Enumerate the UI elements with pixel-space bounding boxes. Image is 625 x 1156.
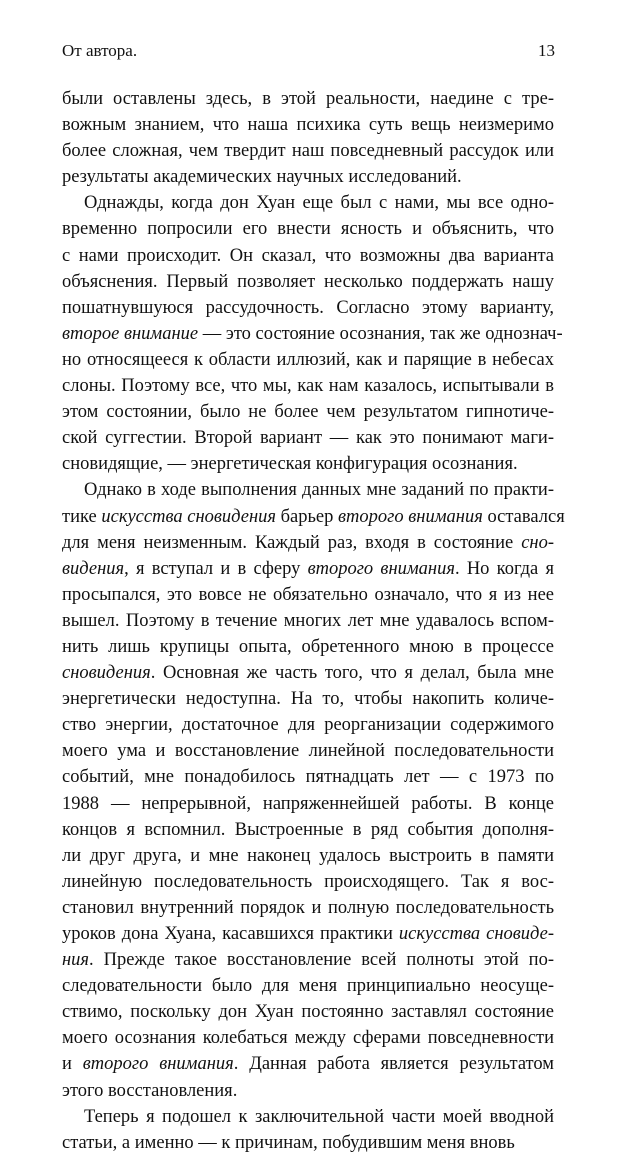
text-line bbox=[62, 973, 554, 999]
text-line bbox=[62, 1051, 554, 1077]
paragraph bbox=[62, 86, 554, 190]
text-segment: . Но когда я bbox=[454, 558, 554, 579]
text-segment: . Прежде такое восстановление всей полноты этой по- bbox=[89, 950, 554, 971]
text-segment: 1988 — непрерывной, напряженнейшей работы. В конце bbox=[62, 793, 554, 814]
text-segment: Теперь я подошел к заключительной части моей вводной bbox=[84, 1106, 554, 1127]
text-line bbox=[62, 1104, 554, 1130]
text-line bbox=[62, 686, 554, 712]
text-segment: Однако в ходе выполнения данных мне заданий по практи- bbox=[84, 480, 554, 501]
text-line bbox=[62, 660, 554, 686]
body-text bbox=[62, 86, 565, 1156]
text-segment: уроков дона Хуана, касавшихся практики bbox=[62, 924, 399, 944]
page-header bbox=[62, 40, 555, 62]
italic-term: сно- bbox=[521, 532, 554, 553]
paragraph bbox=[62, 1104, 554, 1156]
text-segment: но относящееся к области иллюзий, как и парящие в небесах bbox=[62, 349, 554, 370]
text-segment: . Данная работа является результатом bbox=[233, 1054, 554, 1075]
text-segment: следовательности было для меня принципиально неосуще- bbox=[62, 976, 554, 997]
italic-term: второго внимания bbox=[307, 558, 455, 579]
text-line bbox=[62, 634, 554, 660]
text-line bbox=[62, 764, 554, 790]
text-line bbox=[62, 216, 554, 242]
text-line bbox=[62, 608, 554, 634]
italic-term: второе внимание bbox=[62, 323, 199, 344]
text-line bbox=[62, 86, 554, 112]
running-title: От автора. bbox=[62, 41, 138, 60]
text-segment: этом состоянии, было не более чем результатом гипнотиче- bbox=[62, 402, 554, 423]
text-segment: концов я вспомнил. Выстроенные в ряд события дополня- bbox=[62, 819, 554, 840]
text-line bbox=[62, 347, 554, 373]
text-line bbox=[62, 947, 554, 973]
text-line bbox=[62, 999, 554, 1025]
text-line bbox=[62, 425, 554, 451]
text-line bbox=[62, 1025, 554, 1051]
text-segment: и bbox=[62, 1054, 83, 1075]
text-line bbox=[62, 712, 554, 738]
text-line bbox=[62, 582, 554, 608]
text-line bbox=[62, 269, 554, 295]
text-segment: этого восстановления. bbox=[62, 1080, 238, 1101]
text-line bbox=[62, 817, 554, 843]
text-segment: барьер bbox=[276, 506, 339, 527]
text-line bbox=[62, 190, 554, 216]
text-segment: пошатнувшуюся рассудочность. Согласно этому варианту, bbox=[62, 297, 554, 318]
text-segment: для меня неизменным. Каждый раз, входя в состояние bbox=[62, 532, 522, 553]
text-segment: слоны. Поэтому все, что мы, как нам казалось, испытывали в bbox=[62, 376, 554, 397]
text-segment: результаты академических научных исследований. bbox=[62, 167, 462, 188]
text-line bbox=[62, 1130, 554, 1156]
italic-term: искусства сновидения bbox=[101, 506, 276, 527]
text-segment: оставался bbox=[482, 506, 565, 527]
text-line bbox=[62, 530, 554, 556]
text-line bbox=[62, 373, 554, 399]
text-line bbox=[62, 738, 554, 764]
text-line bbox=[62, 869, 554, 895]
text-segment: , я вступал и в сферу bbox=[124, 558, 308, 579]
paragraph bbox=[62, 190, 563, 477]
text-segment: нить лишь крупицы опыта, обретенного мною в процессе bbox=[62, 636, 554, 657]
italic-term: второго внимания bbox=[82, 1054, 234, 1075]
text-line bbox=[62, 921, 554, 947]
text-segment: вышел. Поэтому в течение многих лет мне удавалось вспом- bbox=[62, 610, 554, 631]
italic-term: искусства сновиде- bbox=[398, 924, 554, 944]
text-segment: сновидящие, — энергетическая конфигурация осознания. bbox=[62, 454, 518, 475]
text-segment: ствимо, поскольку дон Хуан постоянно заставлял состояние bbox=[62, 1002, 554, 1023]
text-line bbox=[62, 843, 554, 869]
page-number: 13 bbox=[538, 41, 555, 60]
italic-term: ния bbox=[62, 950, 90, 971]
text-line bbox=[62, 504, 565, 530]
text-segment: статьи, а именно — к причинам, побудившим меня вновь bbox=[62, 1132, 515, 1153]
text-segment: были оставлены здесь, в этой реальности, наедине с тре- bbox=[62, 89, 554, 109]
text-line bbox=[62, 791, 554, 817]
text-segment: объяснения. Первый позволяет несколько поддержать нашу bbox=[62, 271, 554, 292]
text-segment: . Основная же часть того, что я делал, была мне bbox=[150, 663, 554, 684]
paragraph bbox=[62, 477, 565, 1103]
italic-term: видения bbox=[62, 558, 125, 579]
text-segment: ской суггестии. Второй вариант — как это понимают маги- bbox=[62, 428, 554, 449]
text-segment: ство энергии, достаточное для реорганизации содержимого bbox=[62, 715, 554, 736]
text-segment: с нами происходит. Он сказал, что возможны два варианта bbox=[62, 245, 554, 266]
text-line bbox=[62, 295, 554, 321]
text-segment: моего ума и восстановление линейной последовательности bbox=[62, 741, 554, 762]
text-segment: просыпался, это вовсе не обязательно означало, что я из нее bbox=[62, 584, 554, 605]
text-segment: временно попросили его внести ясность и объяснить, что bbox=[62, 219, 554, 240]
text-segment: линейную последовательность происходящего. Так я вос- bbox=[62, 871, 554, 892]
text-line bbox=[62, 164, 554, 190]
text-segment: энергетически недоступна. На то, чтобы накопить количе- bbox=[62, 689, 554, 710]
text-segment: — это состояние осознания, так же однознач- bbox=[198, 323, 563, 344]
text-segment: становил внутренний порядок и полную последовательность bbox=[62, 897, 554, 918]
text-line bbox=[62, 243, 554, 269]
text-segment: более сложная, чем твердит наш повседневный рассудок или bbox=[62, 141, 554, 162]
italic-term: сновидения bbox=[62, 663, 151, 684]
text-line bbox=[62, 321, 563, 347]
text-line bbox=[62, 477, 554, 503]
text-line bbox=[62, 138, 554, 164]
text-line bbox=[62, 399, 554, 425]
text-segment: ли друг друга, и мне наконец удалось выстроить в памяти bbox=[62, 845, 554, 866]
text-line bbox=[62, 895, 554, 921]
text-line bbox=[62, 451, 554, 477]
text-segment: моего осознания колебаться между сферами повседневности bbox=[62, 1028, 554, 1049]
text-segment: событий, мне понадобилось пятнадцать лет — с 1973 по bbox=[62, 767, 554, 788]
text-segment: тике bbox=[62, 506, 102, 527]
text-segment: Однажды, когда дон Хуан еще был с нами, мы все одно- bbox=[84, 193, 554, 214]
italic-term: второго внимания bbox=[338, 506, 483, 527]
text-line bbox=[62, 1078, 554, 1104]
text-segment: вожным знанием, что наша психика суть вещь неизмеримо bbox=[62, 115, 554, 136]
text-line bbox=[62, 556, 554, 582]
text-line bbox=[62, 112, 554, 138]
